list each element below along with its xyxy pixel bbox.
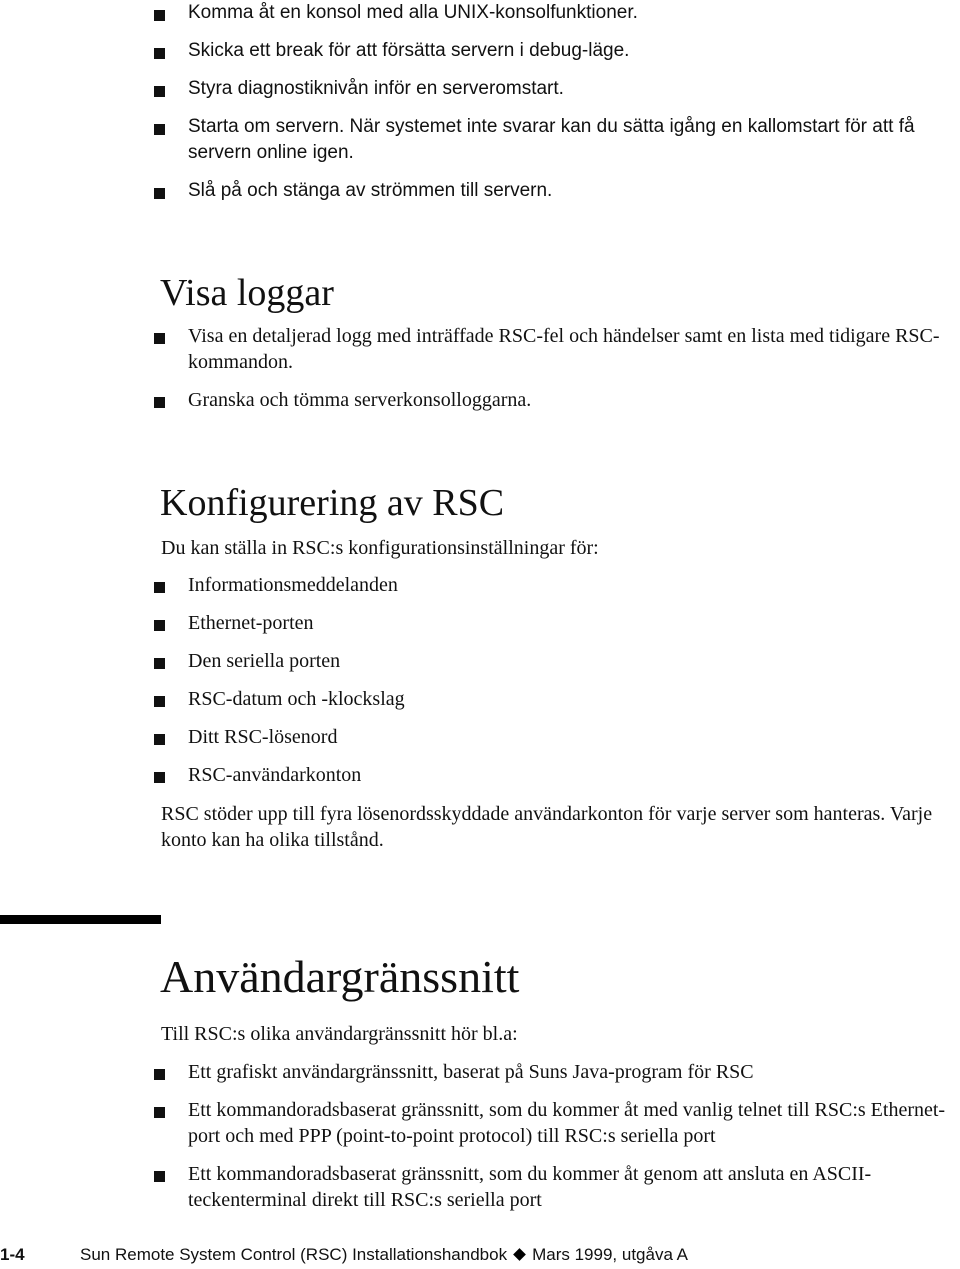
list-item [152,648,952,686]
list-item-text: Ett grafiskt användargränssnitt, baserat på Suns Java-program för RSC [188,1061,754,1083]
list-item [152,38,952,76]
list-item-text: Ett kommandoradsbaserat gränssnitt, som du kommer åt genom att ansluta en ASCII-teckenterminal direkt till RSC:s seriella port [188,1163,872,1211]
square-bullet-icon [154,188,165,199]
list-item-text: Ethernet-porten [188,612,314,634]
visa-loggar-bullet-list [152,323,952,417]
square-bullet-icon [154,1069,165,1080]
konfigurering-bullet-list [152,572,952,792]
section-heading-visa-loggar: Visa loggar [160,272,334,314]
list-item [152,387,952,417]
list-item-text: Slå på och stänga av strömmen till servern. [188,180,553,201]
square-bullet-icon [154,10,165,21]
list-item [152,724,952,762]
list-item-text: Granska och tömma serverkonsolloggarna. [188,389,532,411]
list-item-text: Komma åt en konsol med alla UNIX-konsolfunktioner. [188,2,638,23]
square-bullet-icon [154,582,165,593]
square-bullet-icon [154,1107,165,1118]
page-footer [0,1245,960,1269]
chapter-divider-rule [0,915,161,924]
list-item [152,0,952,38]
konfigurering-closing: RSC stöder upp till fyra lösenordsskyddade användarkonton för varje server som hanteras. Varje konto kan ha olika tillstånd. [161,803,933,851]
square-bullet-icon [154,734,165,745]
square-bullet-icon [154,772,165,783]
list-item-text: RSC-datum och -klockslag [188,688,405,710]
list-item [152,572,952,610]
list-item [152,1059,952,1097]
square-bullet-icon [154,397,165,408]
footer-title [80,1245,688,1265]
section-heading-konfigurering: Konfigurering av RSC [160,482,505,524]
list-item-text: Skicka ett break för att försätta servern i debug-läge. [188,40,630,61]
list-item-text: Styra diagnostiknivån inför en serveromstart. [188,78,564,99]
list-item-text: Starta om servern. När systemet inte svarar kan du sätta igång en kallomstart för att få servern online igen. [188,116,915,163]
diamond-separator-icon [513,1248,526,1261]
list-item-text: Ett kommandoradsbaserat gränssnitt, som du kommer åt med vanlig telnet till RSC:s Ethernet-port och med PPP (point-to-point protocol) till RSC:s seriella port [188,1099,946,1147]
list-item [152,1097,952,1161]
intro-bullet-list [152,0,952,208]
edition: Mars 1999, utgåva A [532,1245,689,1264]
list-item [152,1161,952,1217]
square-bullet-icon [154,333,165,344]
page-number: 1-4 [0,1245,25,1264]
list-item [152,762,952,792]
konfigurering-intro: Du kan ställa in RSC:s konfigurationsinställningar för: [161,537,599,559]
list-item [152,114,952,178]
list-item [152,686,952,724]
list-item [152,610,952,648]
list-item-text: Informationsmeddelanden [188,574,398,596]
anvandargranssnitt-intro: Till RSC:s olika användargränssnitt hör bl.a: [161,1023,518,1045]
book-title: Sun Remote System Control (RSC) Installationshandbok [80,1245,508,1264]
square-bullet-icon [154,1171,165,1182]
list-item [152,323,952,387]
list-item [152,178,952,208]
anvandargranssnitt-bullet-list [152,1059,952,1217]
list-item-text: Den seriella porten [188,650,341,672]
square-bullet-icon [154,124,165,135]
square-bullet-icon [154,86,165,97]
square-bullet-icon [154,48,165,59]
list-item-text: Ditt RSC-lösenord [188,726,338,748]
list-item-text: Visa en detaljerad logg med inträffade RSC-fel och händelser samt en lista med tidigare RSC-kommandon. [188,325,940,373]
square-bullet-icon [154,620,165,631]
square-bullet-icon [154,658,165,669]
chapter-heading-anvandargranssnitt: Användargränssnitt [160,951,520,1002]
square-bullet-icon [154,696,165,707]
list-item-text: RSC-användarkonton [188,764,362,786]
list-item [152,76,952,114]
